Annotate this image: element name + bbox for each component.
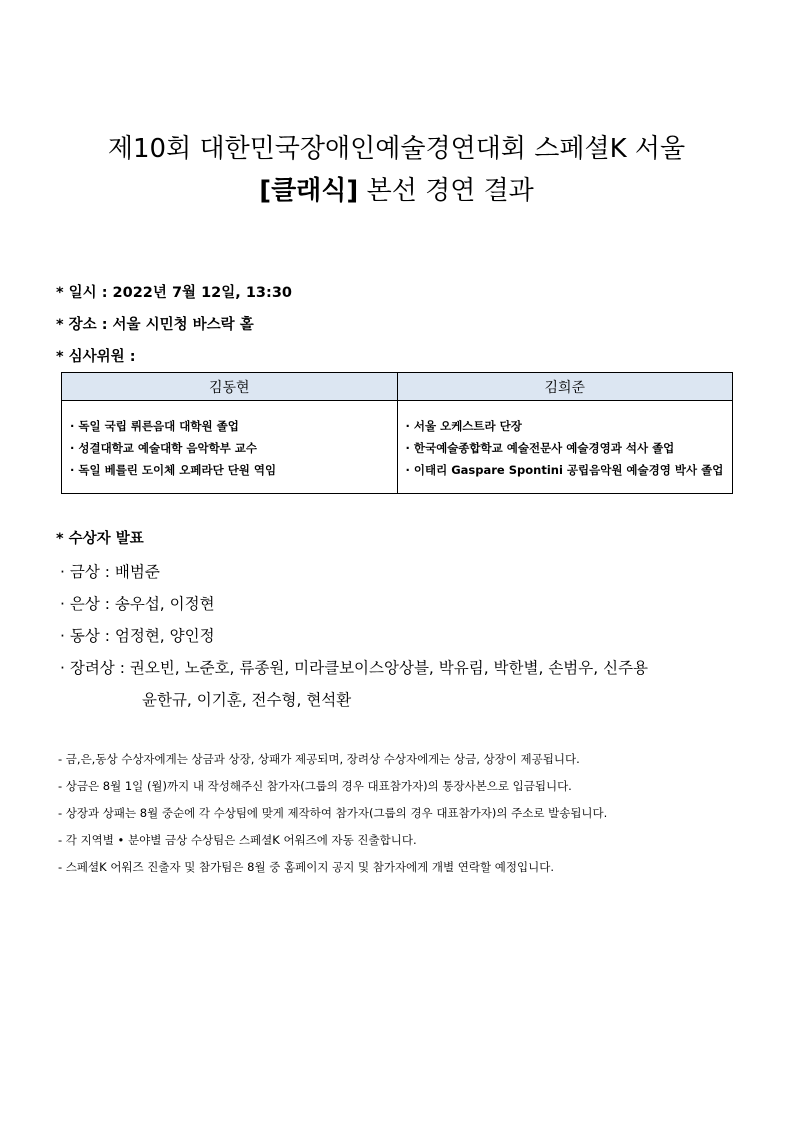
judges-header-row (62, 373, 733, 401)
judge-name: 김동현 (62, 373, 398, 401)
gold-award: · 금상 : 배범준 (60, 563, 160, 581)
judges-table (61, 372, 733, 494)
judge-credentials-cell (397, 401, 733, 494)
judges-credentials-row (62, 401, 733, 494)
event-date: * 일시 : 2022년 7월 12일, 13:30 (56, 285, 292, 301)
note-item: - 각 지역별 • 분야별 금상 수상팀은 스페셜K 어워즈에 자동 진출합니다. (58, 833, 417, 847)
judge-credentials-cell (62, 401, 398, 494)
silver-award: · 은상 : 송우섭, 이정현 (60, 595, 215, 613)
event-venue: * 장소 : 서울 시민청 바스락 홀 (56, 317, 254, 333)
category-label: [클래식] (259, 176, 359, 206)
credential-item: · 독일 국립 뤼른음대 대학원 졸업 (70, 419, 239, 433)
note-item: - 상금은 8월 1일 (월)까지 내 작성해주신 참가자(그룹의 경우 대표참가자)의 통장사본으로 입금됩니다. (58, 779, 572, 793)
encouragement-award-continued: 윤한규, 이기훈, 전수형, 현석환 (142, 691, 352, 709)
note-item: - 스페셜K 어워즈 진출자 및 참가팀은 8월 중 홈페이지 공지 및 참가자에게 개별 연락할 예정입니다. (58, 860, 554, 874)
credential-item: · 독일 베를린 도이체 오페라단 단원 역임 (70, 463, 277, 477)
credential-item: · 이태리 Gaspare Spontini 공립음악원 예술경영 박사 졸업 (405, 463, 724, 477)
awards-heading: * 수상자 발표 (56, 531, 144, 547)
judge-name: 김희준 (397, 373, 733, 401)
credential-item: · 한국예술종합학교 예술전문사 예술경영과 석사 졸업 (405, 441, 675, 455)
credential-item: · 성결대학교 예술대학 음악학부 교수 (70, 441, 258, 455)
note-item: - 상장과 상패는 8월 중순에 각 수상팀에 맞게 제작하여 참가자(그룹의 경우 대표참가자)의 주소로 발송됩니다. (58, 806, 608, 820)
note-item: - 금,은,동상 수상자에게는 상금과 상장, 상패가 제공되며, 장려상 수상자에게는 상금, 상장이 제공됩니다. (58, 752, 580, 766)
subtitle-text: 본선 경연 결과 (358, 176, 534, 206)
document-title: 제10회 대한민국장애인예술경연대회 스페셜K 서울 (107, 134, 686, 164)
credential-item: · 서울 오케스트라 단장 (405, 419, 522, 433)
document-subtitle (0, 170, 793, 207)
encouragement-award: · 장려상 : 권오빈, 노준호, 류종원, 미라클보이스앙상블, 박유림, 박한별, 손범우, 신주용 (60, 659, 649, 677)
judges-label: * 심사위원 : (56, 349, 136, 365)
bronze-award: · 동상 : 엄정현, 양인정 (60, 627, 215, 645)
